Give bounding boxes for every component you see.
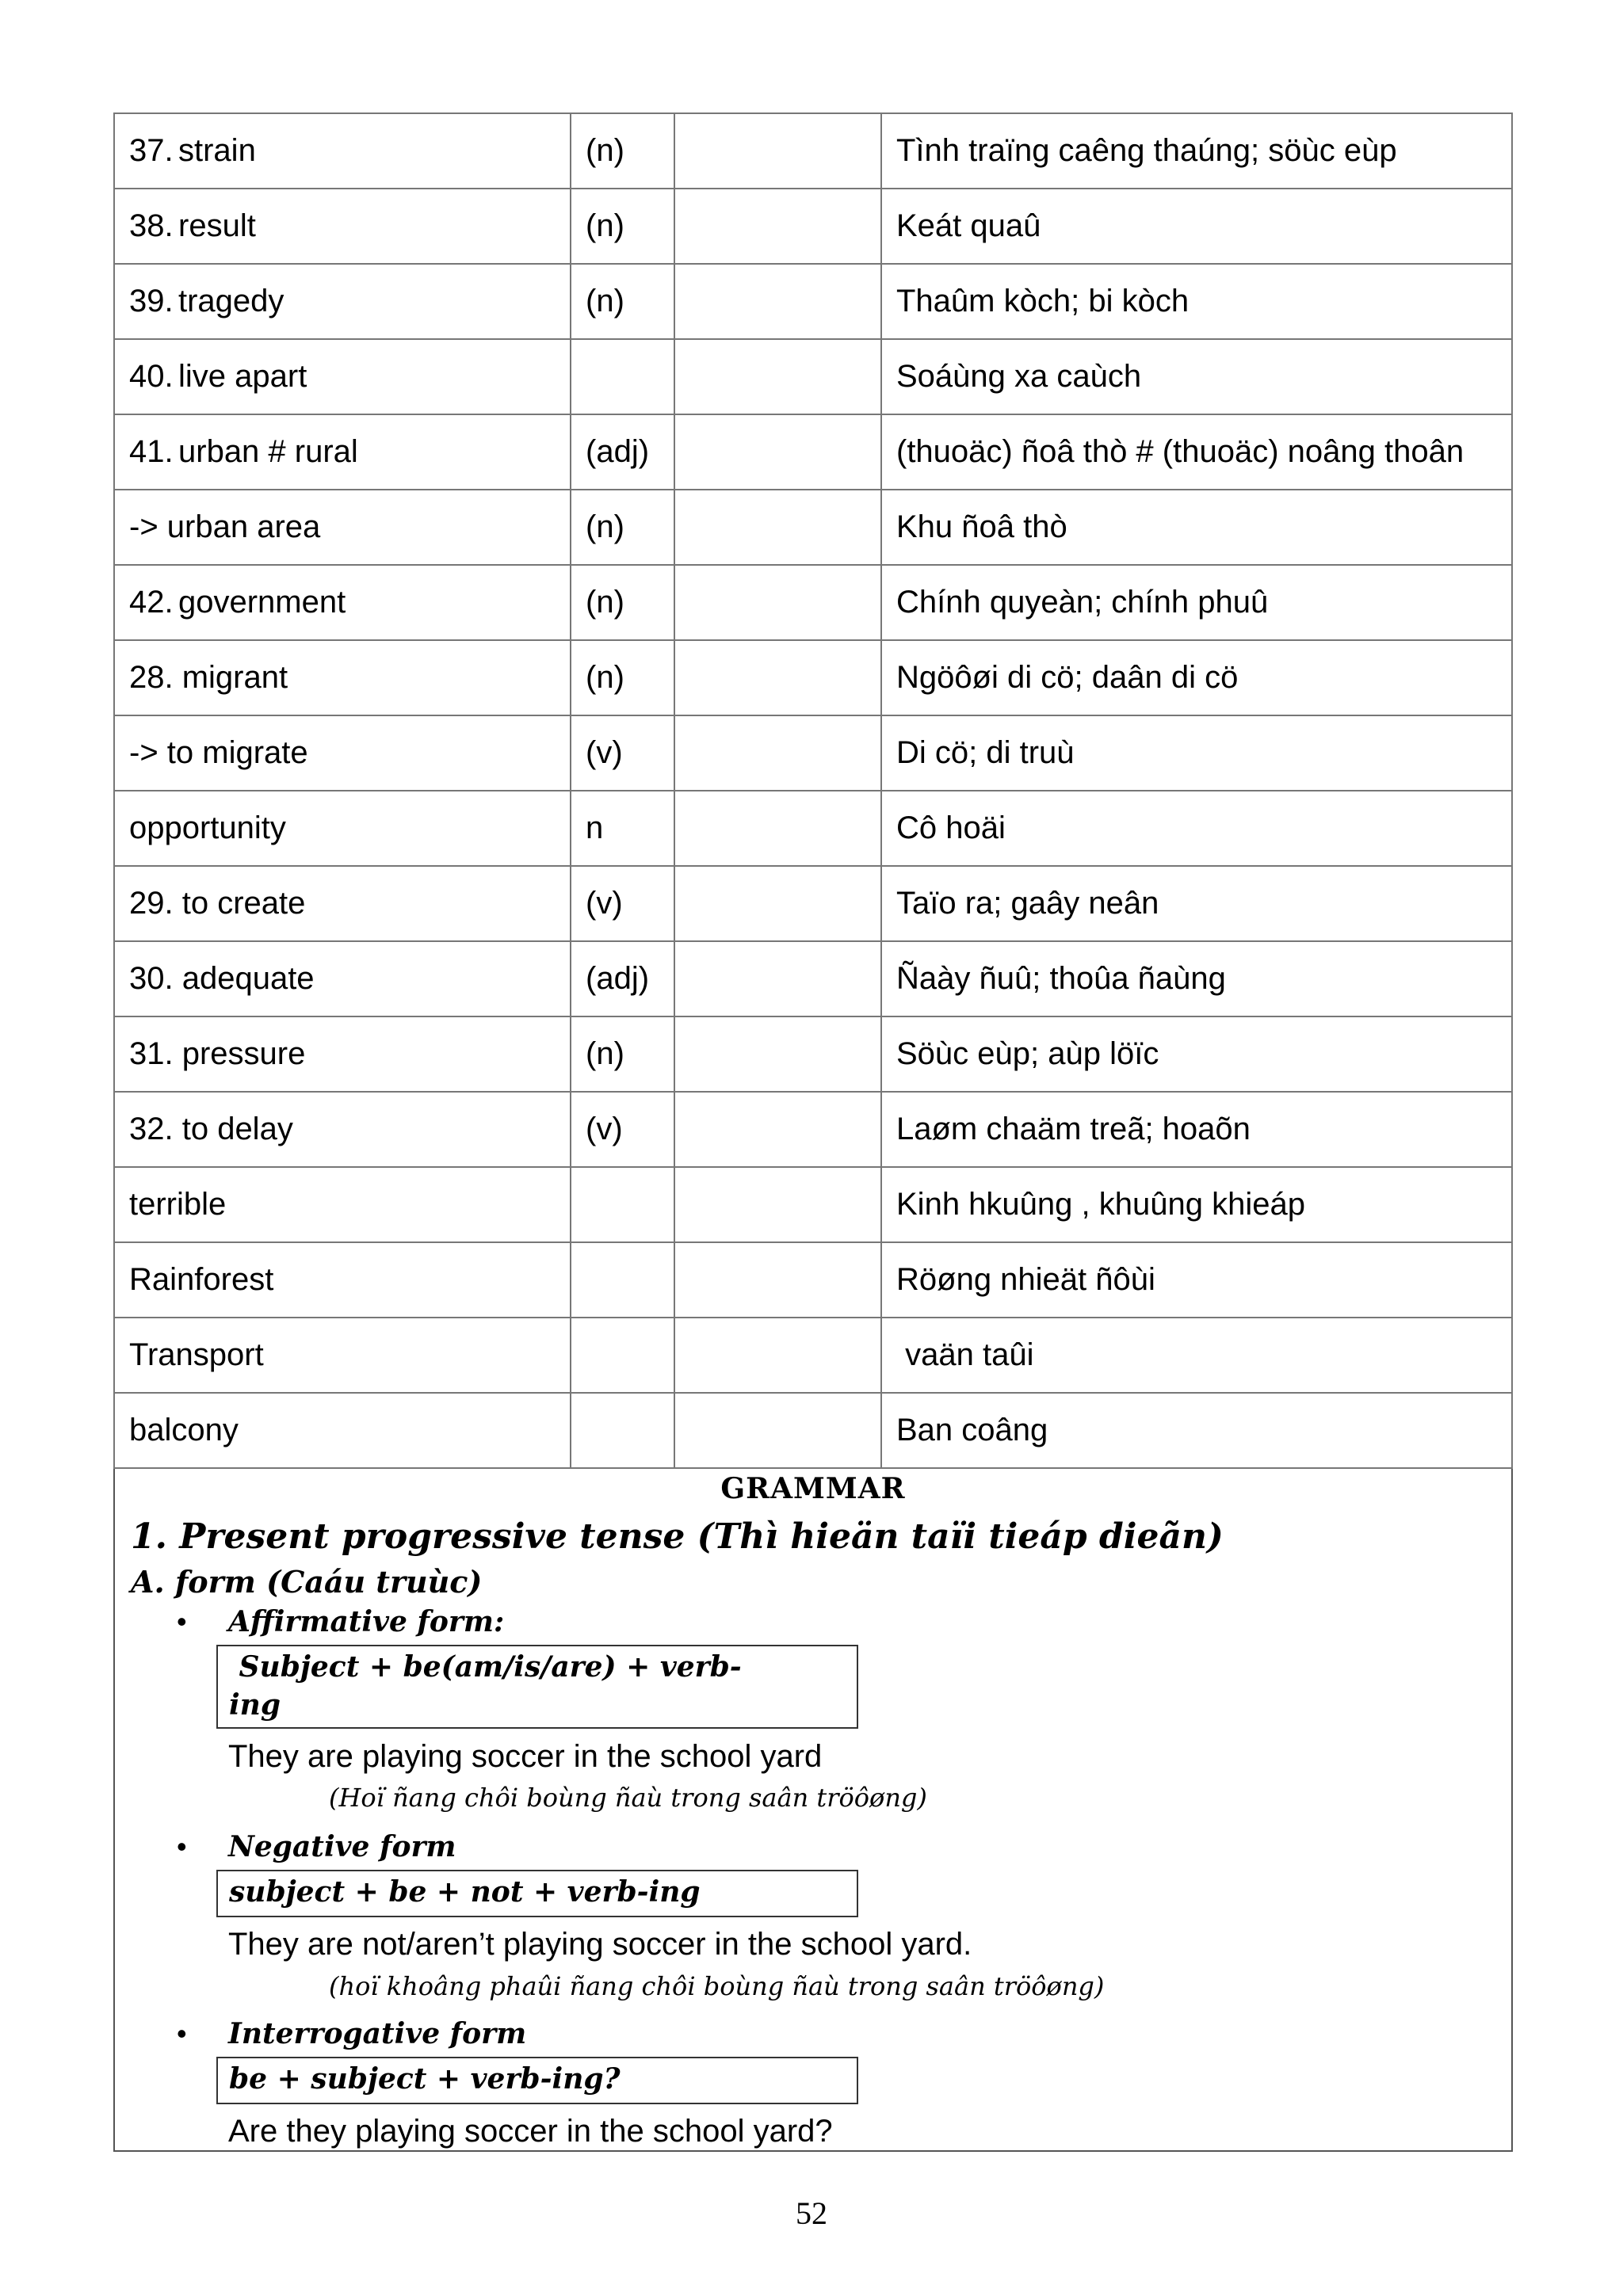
vocab-meaning: (thuoäc) ñoâ thò # (thuoäc) noâng thoân [881,414,1512,490]
affirmative-formula-line1: Subject + be(am/is/are) + verb- [229,1650,742,1684]
table-row [114,866,1512,941]
vocab-pos [571,1242,674,1318]
vocab-meaning: Cô hoäi [881,791,1512,866]
vocab-pos [571,1167,674,1242]
vocab-word-cell [114,113,571,189]
vocab-word: tragedy [178,284,285,318]
vocab-empty-cell [674,715,881,791]
bullet-icon: • [177,2017,187,2050]
vocab-word-cell [114,1393,571,1468]
vocab-empty-cell [674,640,881,715]
vocab-pos [571,339,674,414]
vocab-word: result [178,208,256,243]
vocab-word-cell [114,866,571,941]
vocab-empty-cell [674,490,881,565]
vocab-word-cell [114,565,571,640]
vocab-word: -> to migrate [129,735,308,770]
vocab-meaning: Ban coâng [881,1393,1512,1468]
vocab-empty-cell [674,414,881,490]
vocab-word-cell [114,264,571,339]
table-row [114,113,1512,189]
vocab-word-cell [114,490,571,565]
vocab-meaning: Taïo ra; gaây neân [881,866,1512,941]
vocab-pos: n [571,791,674,866]
vocab-word-cell [114,189,571,264]
vocab-empty-cell [674,1092,881,1167]
vocab-empty-cell [674,866,881,941]
affirmative-label: Affirmative form: [228,1605,505,1638]
vocab-meaning: Di cö; di truù [881,715,1512,791]
vocab-empty-cell [674,1393,881,1468]
vocab-empty-cell [674,565,881,640]
vocab-number: 41. [129,434,174,469]
table-row [114,1242,1512,1318]
affirmative-example: They are playing soccer in the school yard [228,1739,823,1774]
table-row [114,1016,1512,1092]
vocab-empty-cell [674,1242,881,1318]
vocab-pos [571,1318,674,1393]
vocab-meaning: Soáùng xa caùch [881,339,1512,414]
vocab-pos: (n) [571,490,674,565]
grammar-title: GRAMMAR [720,1472,906,1505]
vocab-number: 40. [129,359,174,394]
vocab-empty-cell [674,791,881,866]
table-row [114,565,1512,640]
vocab-word: 29. to create [129,886,306,921]
vocab-word: urban # rural [178,434,358,469]
vocab-word-cell [114,414,571,490]
table-row [114,791,1512,866]
vocab-empty-cell [674,1318,881,1393]
affirmative-formula-box [216,1645,858,1729]
negative-formula-line1: subject + be + not + verb-ing [229,1875,701,1909]
vocab-number: 37. [129,133,174,168]
vocab-word: 32. to delay [129,1112,293,1146]
table-row [114,189,1512,264]
vocab-meaning: Ñaày ñuû; thoûa ñaùng [881,941,1512,1016]
negative-formula-box [216,1870,858,1917]
vocab-word: balcony [129,1413,239,1447]
vocab-word: Rainforest [129,1262,274,1297]
vocab-pos: (adj) [571,941,674,1016]
vocab-meaning: Khu ñoâ thò [881,490,1512,565]
bullet-icon: • [177,1605,187,1638]
table-row [114,339,1512,414]
table-row [114,941,1512,1016]
negative-label: Negative form [228,1830,456,1863]
affirmative-formula-line2: ing [229,1688,281,1722]
negative-translation: (hoï khoâng phaûi ñang chôi boùng ñaù trong saân tröôøng) [329,1971,1105,2001]
vocab-meaning: Ngöôøi di cö; daân di cö [881,640,1512,715]
table-row [114,1393,1512,1468]
vocab-pos: (n) [571,189,674,264]
vocab-word: opportunity [129,810,286,845]
vocab-meaning: vaän taûi [881,1318,1512,1393]
vocab-pos: (n) [571,640,674,715]
vocabulary-table [113,113,1513,1469]
vocab-empty-cell [674,189,881,264]
vocab-meaning: Keát quaû [881,189,1512,264]
table-row [114,1318,1512,1393]
vocab-word: Transport [129,1337,264,1372]
vocab-word-cell [114,1242,571,1318]
vocab-number: 42. [129,585,174,620]
vocab-word-cell [114,640,571,715]
interrogative-formula-box [216,2057,858,2104]
vocab-meaning: Tình traïng caêng thaúng; söùc eùp [881,113,1512,189]
negative-example: They are not/aren’t playing soccer in the school yard. [228,1927,972,1962]
vocab-word-cell [114,941,571,1016]
vocab-word-cell [114,1016,571,1092]
table-row [114,715,1512,791]
table-row [114,414,1512,490]
vocab-word-cell [114,791,571,866]
interrogative-example: Are they playing soccer in the school yard? [228,2114,833,2149]
vocab-pos: (v) [571,866,674,941]
table-row [114,264,1512,339]
vocab-word: strain [178,133,256,168]
vocab-word: government [178,585,346,620]
vocab-word-cell [114,1318,571,1393]
vocab-meaning: Thaûm kòch; bi kòch [881,264,1512,339]
table-row [114,1092,1512,1167]
vocab-meaning: Laøm chaäm treã; hoaõn [881,1092,1512,1167]
sub-heading: A. form (Caáu truùc) [131,1564,483,1600]
vocab-word-cell [114,339,571,414]
vocab-word: 31. pressure [129,1036,306,1071]
vocab-pos: (adj) [571,414,674,490]
vocab-meaning: Söùc eùp; aùp löïc [881,1016,1512,1092]
interrogative-label: Interrogative form [228,2017,527,2050]
vocab-empty-cell [674,339,881,414]
table-row [114,640,1512,715]
vocab-pos: (v) [571,1092,674,1167]
vocab-meaning: Chính quyeàn; chính phuû [881,565,1512,640]
vocab-empty-cell [674,941,881,1016]
vocab-word: 28. migrant [129,660,288,695]
vocab-pos: (n) [571,565,674,640]
vocab-number: 38. [129,208,174,243]
vocab-word: 30. adequate [129,961,315,996]
vocab-number: 39. [129,284,174,318]
vocab-pos: (n) [571,113,674,189]
vocab-pos: (n) [571,264,674,339]
vocab-word-cell [114,1092,571,1167]
vocab-pos: (n) [571,1016,674,1092]
vocab-word-cell [114,715,571,791]
vocab-empty-cell [674,264,881,339]
affirmative-translation: (Hoï ñang chôi boùng ñaù trong saân tröôøng) [329,1783,927,1813]
vocab-meaning: Röøng nhieät ñôùi [881,1242,1512,1318]
vocab-empty-cell [674,1016,881,1092]
vocab-empty-cell [674,1167,881,1242]
section-heading: 1. Present progressive tense (Thì hieän taïi tieáp dieãn) [131,1516,1224,1557]
vocab-pos: (v) [571,715,674,791]
vocab-word: live apart [178,359,307,394]
vocab-word: -> urban area [129,509,321,544]
table-row [114,490,1512,565]
table-row [114,1167,1512,1242]
vocab-empty-cell [674,113,881,189]
vocab-meaning: Kinh hkuûng , khuûng khieáp [881,1167,1512,1242]
page-number: 52 [796,2195,827,2231]
bullet-icon: • [177,1830,187,1863]
vocab-word-cell [114,1167,571,1242]
vocab-word: terrible [129,1187,227,1222]
vocab-pos [571,1393,674,1468]
interrogative-formula-line1: be + subject + verb-ing? [229,2062,621,2096]
